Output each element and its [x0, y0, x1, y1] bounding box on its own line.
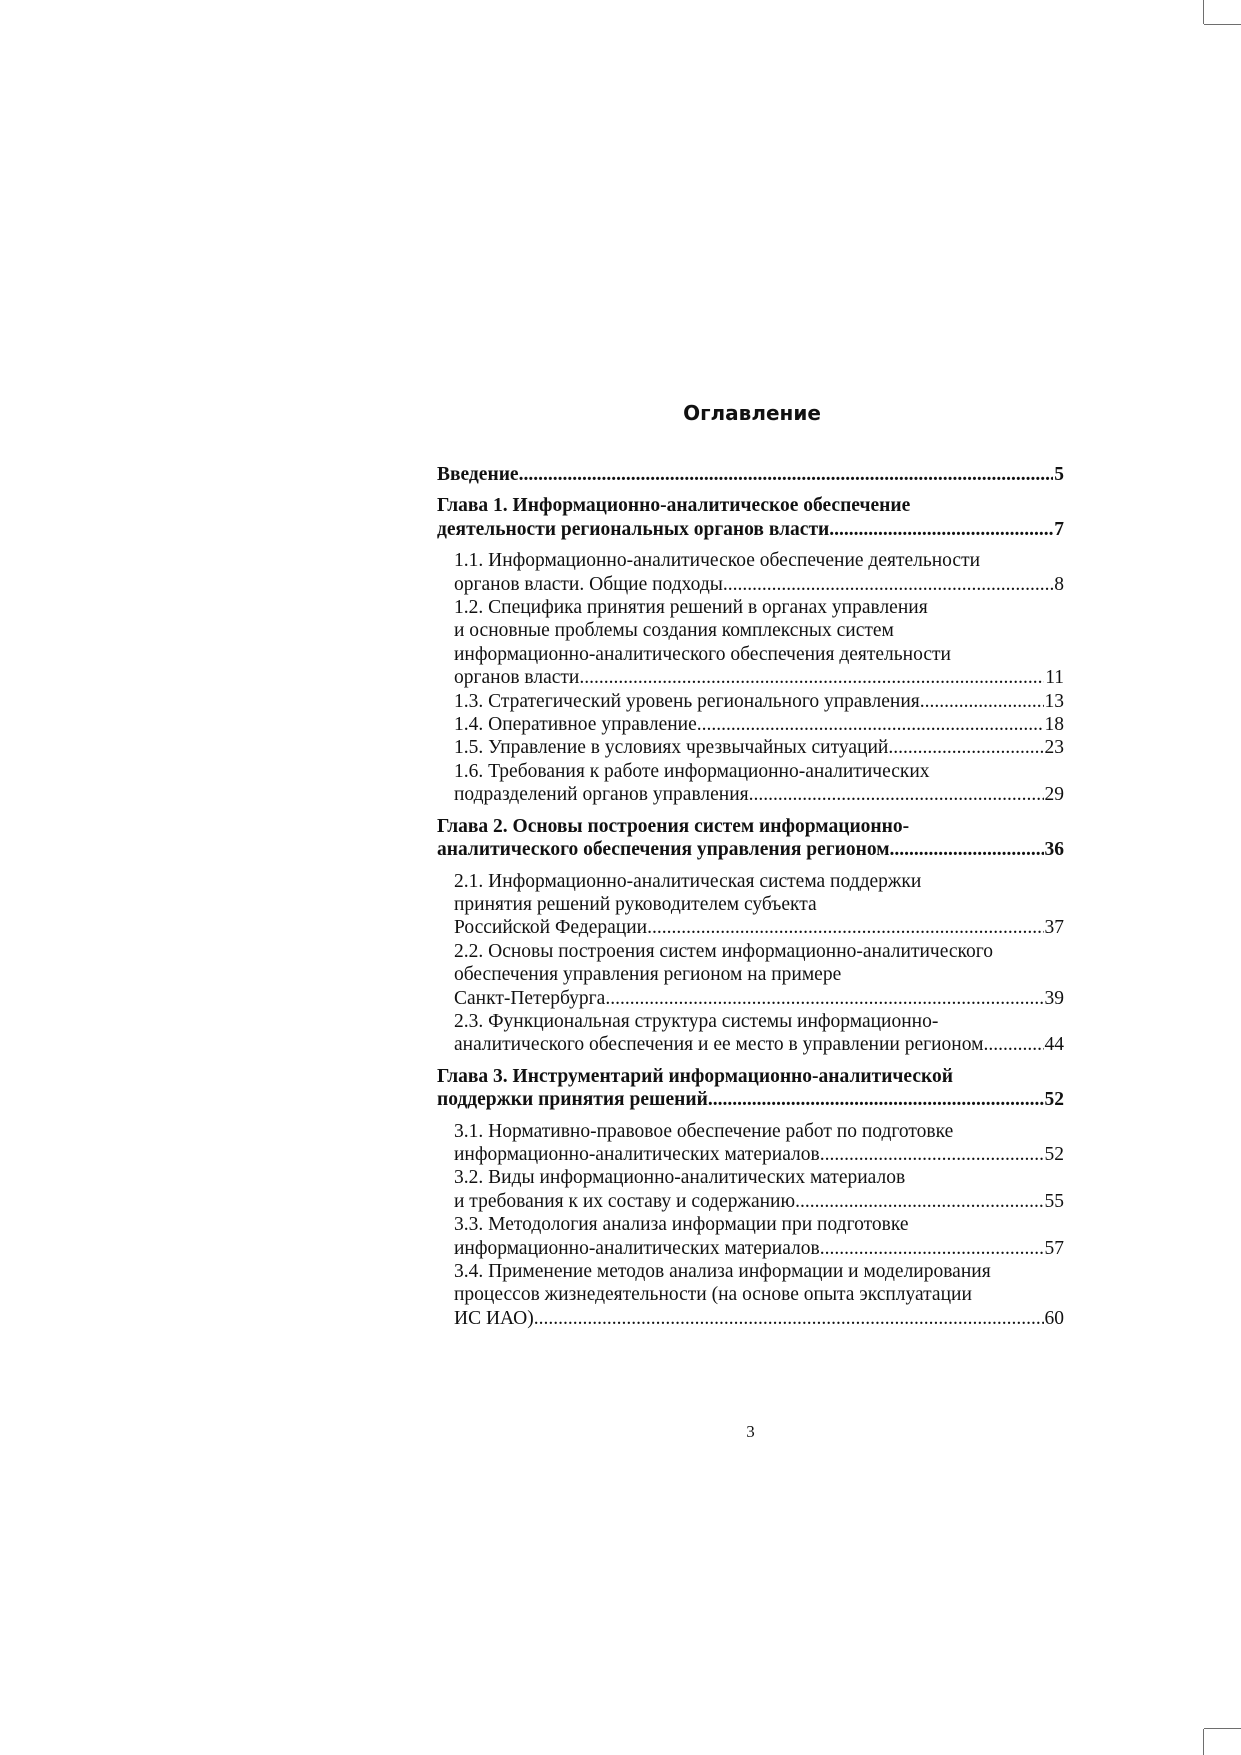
- toc-section[interactable]: [437, 760, 1064, 807]
- toc-page-number: 55: [1044, 1190, 1064, 1212]
- toc-entry-text: 1.4. Оперативное управление: [454, 714, 697, 736]
- crop-mark-top-horizontal: [1204, 24, 1241, 25]
- toc-entry-leader-row: [454, 573, 1064, 596]
- dot-leader: [579, 666, 1044, 689]
- toc-section[interactable]: [437, 736, 1064, 759]
- dot-leader: [647, 916, 1043, 939]
- toc-section-group: [437, 870, 1064, 1057]
- toc-page-number: 29: [1044, 784, 1064, 806]
- toc-entry-leader-row: [454, 916, 1064, 939]
- toc-page-number: 8: [1054, 573, 1064, 595]
- toc-entry-text: Глава 1. Информационно-аналитическое обеспечение: [437, 495, 911, 517]
- toc-entry-text: 1.3. Стратегический уровень регионального управления: [454, 690, 920, 712]
- crop-mark-bottom-horizontal: [1204, 1728, 1241, 1729]
- dot-leader: [920, 690, 1044, 713]
- toc-entry-leader-row: [454, 690, 1064, 713]
- toc-entry-leader-row: [437, 838, 1064, 861]
- crop-mark-top-vertical: [1203, 0, 1204, 24]
- toc-entry-text: 1.6. Требования к работе информационно-аналитических: [454, 760, 930, 782]
- toc-entry-text: 3.1. Нормативно-правовое обеспечение работ по подготовке: [454, 1120, 954, 1142]
- toc-intro[interactable]: [437, 463, 1064, 486]
- toc-entry-leader-row: [454, 736, 1064, 759]
- dot-leader: [890, 838, 1044, 861]
- toc-entry-text: информационно-аналитических материалов: [454, 1143, 820, 1165]
- toc-entry-leader-row: [454, 1143, 1064, 1166]
- toc-section[interactable]: [437, 870, 1064, 940]
- toc-entry-leader-row: [454, 783, 1064, 806]
- toc-entry-text: и основные проблемы создания комплексных систем: [454, 620, 894, 642]
- dot-leader: [519, 463, 1054, 486]
- toc-section[interactable]: [437, 1166, 1064, 1213]
- toc-entry-leader-row: [454, 1190, 1064, 1213]
- toc-entry-leader-row: [437, 463, 1064, 486]
- toc-entry-leader-row: [437, 518, 1064, 541]
- toc-entry-text: Глава 3. Инструментарий информационно-аналитической: [437, 1065, 953, 1087]
- toc-section-group: [437, 549, 1064, 806]
- toc-entry-leader-row: [454, 713, 1064, 736]
- toc-entry-text: процессов жизнедеятельности (на основе опыта эксплуатации: [454, 1284, 972, 1306]
- toc-entry-text: Санкт-Петербурга: [454, 987, 606, 1009]
- dot-leader: [795, 1190, 1043, 1213]
- toc-entry-text: 2.2. Основы построения систем информационно-аналитического: [454, 940, 994, 962]
- toc-entry-text: подразделений органов управления: [454, 784, 749, 806]
- page-title: Оглавление: [683, 401, 821, 425]
- toc-entry-text: ИС ИАО): [454, 1307, 534, 1329]
- toc-entry-text: 3.2. Виды информационно-аналитических материалов: [454, 1167, 906, 1189]
- toc-entry-leader-row: [437, 1088, 1064, 1111]
- toc-entry-text: поддержки принятия решений: [437, 1089, 708, 1111]
- toc-section[interactable]: [437, 549, 1064, 596]
- toc-entry-text: 2.1. Информационно-аналитическая система поддержки: [454, 870, 922, 892]
- toc-entry-text: 1.5. Управление в условиях чрезвычайных ситуаций: [454, 737, 889, 759]
- toc-entry-text: органов власти: [454, 667, 580, 689]
- toc-entry-leader-row: [454, 1307, 1064, 1330]
- toc-entry-text: 1.1. Информационно-аналитическое обеспечение деятельности: [454, 550, 981, 572]
- toc-page-number: 36: [1044, 839, 1064, 861]
- toc-chapter-3[interactable]: [437, 1065, 1064, 1112]
- toc-section[interactable]: [437, 713, 1064, 736]
- toc-page-number: 11: [1045, 667, 1064, 689]
- dot-leader: [983, 1033, 1043, 1056]
- toc-page-number: 37: [1044, 917, 1064, 939]
- toc-page-number: 44: [1044, 1034, 1064, 1056]
- toc-entry-text: Глава 2. Основы построения систем информационно-: [437, 815, 910, 837]
- toc-entry-text: 2.3. Функциональная структура системы информационно-: [454, 1010, 939, 1032]
- toc-entry-leader-row: [454, 1033, 1064, 1056]
- toc-entry-text: 3.3. Методология анализа информации при подготовке: [454, 1214, 909, 1236]
- toc-page-number: 5: [1054, 464, 1064, 485]
- table-of-contents: [437, 463, 1064, 1330]
- toc-page-number: 52: [1044, 1089, 1064, 1111]
- toc-page-number: 60: [1044, 1307, 1064, 1329]
- toc-page-number: 18: [1044, 714, 1064, 736]
- toc-section[interactable]: [437, 1010, 1064, 1057]
- toc-entry-text: Введение: [437, 464, 519, 485]
- dot-leader: [749, 783, 1044, 806]
- toc-entry-text: и требования к их составу и содержанию: [454, 1190, 796, 1212]
- toc-entry-leader-row: [454, 666, 1064, 689]
- dot-leader: [708, 1088, 1044, 1111]
- dot-leader: [829, 518, 1053, 541]
- dot-leader: [888, 736, 1043, 759]
- dot-leader: [723, 573, 1053, 596]
- toc-page-number: 7: [1054, 518, 1064, 540]
- toc-page-number: 23: [1044, 737, 1064, 759]
- toc-page-number: 39: [1044, 987, 1064, 1009]
- toc-section[interactable]: [437, 1260, 1064, 1330]
- toc-entry-text: 1.2. Специфика принятия решений в органах управления: [454, 597, 928, 619]
- toc-page-number: 13: [1044, 690, 1064, 712]
- toc-entry-text: информационно-аналитического обеспечения деятельности: [454, 643, 951, 665]
- toc-section[interactable]: [437, 1213, 1064, 1260]
- toc-entry-text: принятия решений руководителем субъекта: [454, 893, 817, 915]
- crop-mark-bottom-vertical: [1203, 1729, 1204, 1755]
- toc-entry-text: Российской Федерации: [454, 917, 648, 939]
- toc-section-group: [437, 1120, 1064, 1331]
- toc-section[interactable]: [437, 1120, 1064, 1167]
- toc-entry-text: информационно-аналитических материалов: [454, 1237, 820, 1259]
- toc-section[interactable]: [437, 596, 1064, 690]
- dot-leader: [820, 1237, 1044, 1260]
- toc-entry-text: аналитического обеспечения и ее место в управлении регионом: [454, 1034, 984, 1056]
- page-number: 3: [746, 1422, 755, 1441]
- toc-entry-text: деятельности региональных органов власти: [437, 518, 830, 540]
- toc-entry-leader-row: [454, 987, 1064, 1010]
- toc-chapter-1[interactable]: [437, 494, 1064, 541]
- dot-leader: [534, 1307, 1044, 1330]
- toc-entry-text: 3.4. Применение методов анализа информации и моделирования: [454, 1261, 991, 1282]
- toc-entry-text: органов власти. Общие подходы: [454, 573, 723, 595]
- toc-section[interactable]: [437, 940, 1064, 1010]
- toc-section[interactable]: [437, 690, 1064, 713]
- toc-page-number: 52: [1044, 1143, 1064, 1165]
- toc-page-number: 57: [1044, 1237, 1064, 1259]
- dot-leader: [697, 713, 1044, 736]
- dot-leader: [820, 1143, 1044, 1166]
- toc-entry-leader-row: [454, 1237, 1064, 1260]
- toc-entry-text: обеспечения управления регионом на примере: [454, 964, 842, 986]
- toc-entry-text: аналитического обеспечения управления регионом: [437, 839, 890, 861]
- dot-leader: [605, 987, 1043, 1010]
- toc-chapter-2[interactable]: [437, 815, 1064, 862]
